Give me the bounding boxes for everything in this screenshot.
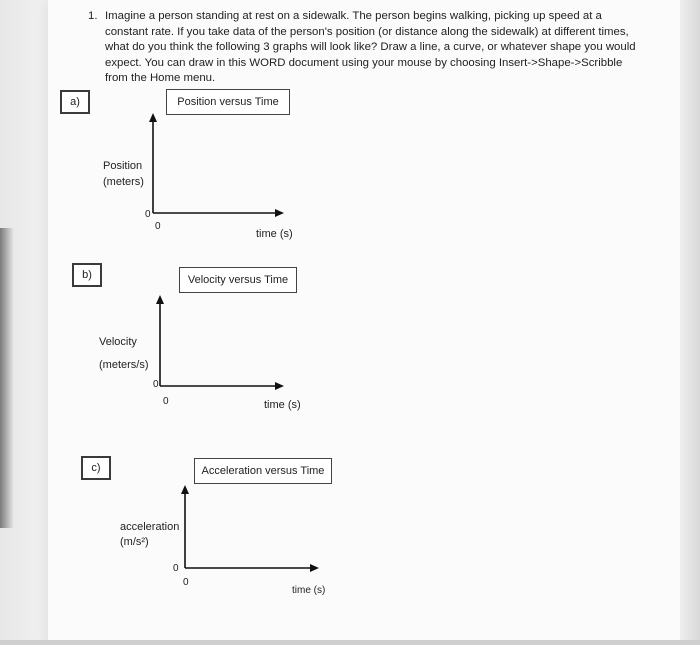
graph-b-y-arrow: [156, 295, 164, 304]
part-c-label: c): [81, 456, 111, 480]
graph-b-title: Velocity versus Time: [179, 267, 297, 293]
graph-a-xlabel: time (s): [256, 228, 293, 240]
graph-c-ylabel-line1: acceleration: [120, 521, 180, 533]
graph-b-origin-x: 0: [163, 396, 169, 407]
graph-b-xlabel: time (s): [264, 399, 301, 411]
graph-a-ylabel-line1: Position: [103, 160, 143, 172]
graph-b-x-arrow: [275, 382, 284, 390]
question-number: 1.: [88, 10, 98, 22]
graph-a-x-arrow: [275, 209, 284, 217]
left-shadow: [0, 228, 14, 528]
graph-b-ylabel-line2: (meters/s): [99, 359, 149, 371]
graph-a-origin-y: 0: [145, 209, 151, 220]
graph-c-origin-y: 0: [173, 563, 179, 574]
graph-c-origin-x: 0: [183, 577, 189, 588]
graph-a-title: Position versus Time: [166, 89, 290, 115]
part-b-label: b): [72, 263, 102, 287]
graph-a-ylabel-line2: (meters): [103, 176, 144, 188]
right-page-edge: [680, 0, 700, 645]
graph-c-ylabel-line2: (m/s²): [120, 536, 149, 548]
graph-a-axes: [145, 110, 290, 220]
graph-c-title: Acceleration versus Time: [194, 458, 332, 484]
graph-c-y-arrow: [181, 485, 189, 494]
graph-a-y-arrow: [149, 113, 157, 122]
graph-b-axes: [152, 292, 292, 392]
question-text: Imagine a person standing at rest on a sidewalk. The person begins walking, picking up speed at a constant rate. If you take data of the person's position (or distance along the sidewalk) at different times, what do you think the following 3 graphs will look like? Draw a line, a curve, or whatever shape you would expect. You can draw in this WORD document using your mouse by choosing Insert->Shape->Scribble from the Home menu.: [105, 10, 636, 85]
graph-c-xlabel: time (s): [292, 585, 326, 596]
graph-a-origin-x: 0: [155, 221, 161, 232]
part-a-label: a): [60, 90, 90, 114]
graph-b-ylabel-line1: Velocity: [99, 336, 137, 348]
graph-b-origin-y: 0: [153, 379, 159, 390]
graph-c-axes: [176, 482, 326, 577]
graph-c-x-arrow: [310, 564, 319, 572]
bottom-edge: [0, 640, 700, 645]
